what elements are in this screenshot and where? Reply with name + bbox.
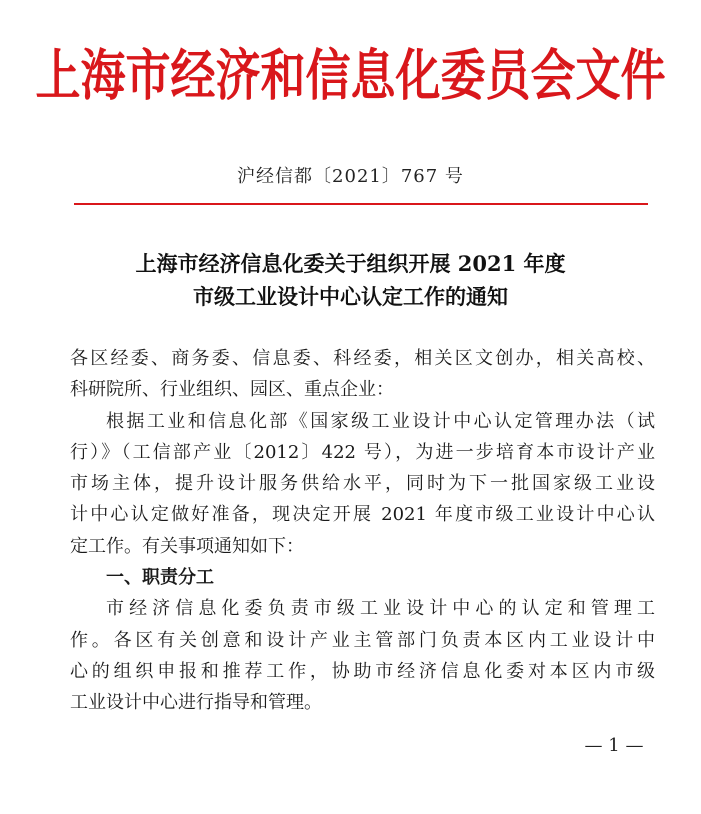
paragraph-1-line-1: 根据工业和信息化部《国家级工业设计中心认定管理办法（试 — [106, 410, 655, 432]
notice-title-line-2: 市级工业设计中心认定工作的通知 — [193, 284, 508, 309]
paragraph-1-line-2: 行）》（工信部产业〔2012〕422 号），为进一步培育本市设计产业 — [70, 441, 655, 463]
notice-title — [0, 247, 701, 313]
paragraph-1-line-5: 定工作。有关事项通知如下： — [70, 535, 304, 557]
paragraph-2-line-2: 作。各区有关创意和设计产业主管部门负责本区内工业设计中 — [70, 629, 655, 651]
paragraph-2-line-4: 工业设计中心进行指导和管理。 — [70, 692, 322, 714]
section-1-heading: 一、职责分工 — [106, 567, 214, 589]
paragraph-2-line-3: 心的组织申报和推荐工作，协助市经济信息化委对本区内市级 — [70, 660, 655, 682]
paragraph-2-line-1: 市经济信息化委负责市级工业设计中心的认定和管理工 — [106, 598, 655, 620]
paragraph-1-line-3: 市场主体，提升设计服务供给水平，同时为下一批国家级工业设 — [70, 473, 655, 495]
page-number: — 1 — — [584, 735, 644, 756]
issuer-header-title: 上海市经济和信息化委员会文件 — [35, 43, 666, 108]
document-number: 沪经信都〔2021〕767 号 — [237, 166, 464, 187]
notice-body — [70, 343, 655, 719]
red-divider-line — [74, 203, 648, 205]
addressee-line-2: 科研院所、行业组织、园区、重点企业： — [70, 379, 394, 401]
addressee-line-1: 各区经委、商务委、信息委、科经委，相关区文创办，相关高校、 — [70, 348, 655, 369]
notice-title-line-1: 上海市经济信息化委关于组织开展 2021 年度 — [135, 251, 566, 276]
paragraph-1-line-4: 计中心认定做好准备，现决定开展 2021 年度市级工业设计中心认 — [70, 504, 655, 526]
